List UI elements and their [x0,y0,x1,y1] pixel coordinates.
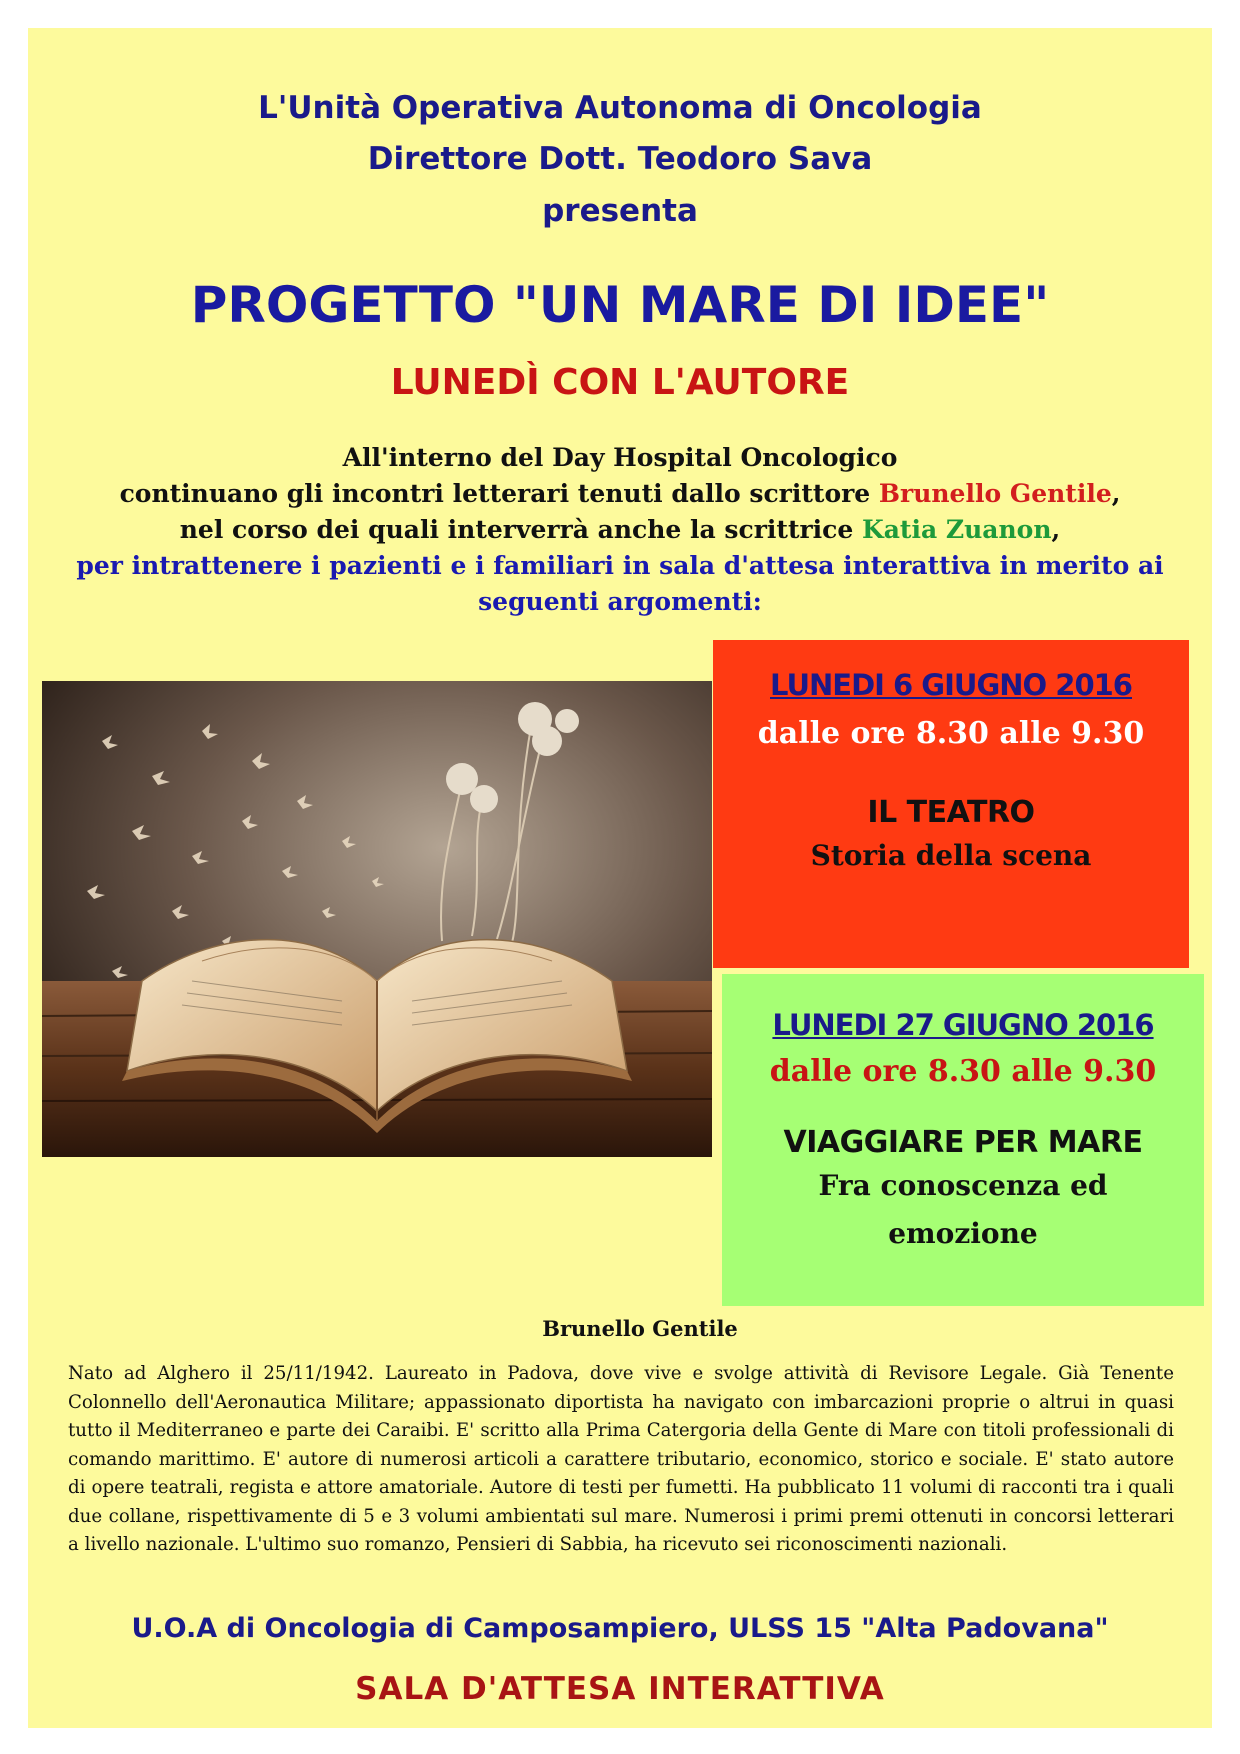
event-2-hours: dalle ore 8.30 alle 9.30 [769,1054,1157,1089]
book-photo-illustration [42,681,712,1157]
footer-department: U.O.A di Oncologia di Camposampiero, ULSS 15 "Alta Padovana" [131,1613,1109,1644]
bio-text: Nato ad Alghero il 25/11/1942. Laureato in Padova, dove vive e svolge attività di Revisore Legale. Già Tenente Colonnello dell'Aeronautica Militare; appassionato diportista ha navigato con imbarcazioni proprie o altrui in quasi tutto il Mediterraneo e parte dei Caraibi. E' scritto alla Prima Catergoria della Gente di Mare con titoli professionali di comando marittimo. E' autore di numerosi articoli a carattere tributario, economico, storico e sociale. E' stato autore di opere teatrali, regista e attore amatoriale. Autore di testi per fumetti. Ha pubblicato 11 volumi di racconti tra i quali due collane, rispettivamente di 5 e 3 volumi ambientati sul mare. Numerosi i primi premi ottenuti in concorsi letterari a livello nazionale. L'ultimo suo romanzo, Pensieri di Sabbia, ha ricevuto sei riconoscimenti nazionali. [68,1363,1174,1555]
intro-punct: , [1111,479,1121,508]
event-1-hours: dalle ore 8.30 alle 9.30 [757,716,1145,751]
event-2-date: LUNEDI 27 GIUGNO 2016 [772,1008,1154,1042]
organizer-name: L'Unità Operativa Autonoma di Oncologia [258,90,982,126]
event-box-1 [713,640,1189,968]
event-2-description-line-2: emozione [888,1217,1038,1250]
intro-line-5: seguenti argomenti: [478,587,762,616]
project-title: PROGETTO "UN MARE DI IDEE" [190,276,1050,334]
presents-label: presenta [542,193,698,229]
intro-paragraph [28,440,1212,620]
writer-name: Brunello Gentile [878,479,1112,508]
intro-text: continuano gli incontri letterari tenuti dallo scrittore [119,479,879,508]
bio-heading: Brunello Gentile [542,1316,738,1341]
director-name: Direttore Dott. Teodoro Sava [367,141,873,177]
event-2-topic: VIAGGIARE PER MARE [783,1125,1143,1160]
open-book-with-birds-photo [42,681,712,1157]
intro-line-4: per intrattenere i pazienti e i familiari in sala d'attesa interattiva in merito ai [76,551,1164,580]
event-box-2 [722,974,1204,1306]
project-subtitle: LUNEDÌ CON L'AUTORE [390,362,850,403]
event-2-description-line-1: Fra conoscenza ed [818,1169,1108,1202]
intro-line-2 [28,476,1212,512]
event-1-topic: IL TEATRO [867,795,1035,830]
event-1-date: LUNEDI 6 GIUGNO 2016 [770,668,1132,702]
intro-punct: , [1051,515,1061,544]
footer-room: SALA D'ATTESA INTERATTIVA [355,1671,885,1707]
intro-text: nel corso dei quali interverrà anche la scrittrice [179,515,862,544]
intro-line-3 [28,512,1212,548]
intro-line-1: All'interno del Day Hospital Oncologico [342,443,898,472]
poster [28,28,1212,1728]
event-1-description: Storia della scena [810,839,1092,872]
writer2-name: Katia Zuanon [862,515,1052,544]
